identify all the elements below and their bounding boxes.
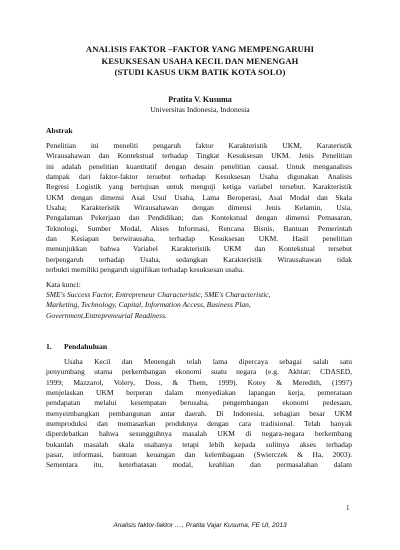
keywords-line: Marketing, Technology, Capital, Information Access, Business Plan, — [46, 300, 251, 310]
intro-line: pasar, informasi, bantuan keuangan dan kelembagaan (Swierczek & Ha, 2003). — [46, 450, 352, 460]
page-number: 1 — [346, 504, 350, 512]
intro-line: bukanlah masalah skala usahanya tetapi lebih kepada sulitnya akses terhadap — [46, 439, 352, 449]
abstract-line: dampak dari faktor-faktor tersebut terhadap Kesuksesan Usaha digunakan Analisis — [46, 172, 352, 182]
abstract-line: Pengalaman Pekerjaan dan Pendidikan; dan Kontekstual dengan dimensi Pemasaran, — [46, 213, 352, 223]
intro-line: memproduksi dan memasarkan produknya dengan cara tradisional. Telah banyak — [46, 419, 352, 429]
abstract-line: menunjukkan bahwa Variabel Karakteristik UKM dan Kontekstual tersebut — [46, 244, 352, 254]
intro-line: 1999; Mazzarol, Volery, Doss, & Them, 1999). Kotey & Meredith, (1997) — [46, 377, 352, 387]
abstract-line: Regresi Logistik yang bertujuan untuk menguji ketiga variabel tersebut. Karakteristik — [46, 182, 352, 192]
keywords-label: Kata kunci: — [46, 280, 81, 289]
section-number: 1. — [46, 342, 52, 351]
section-title: Pendahuluan — [64, 342, 108, 351]
abstract-line: Wirausahawan dan Kontekstual terhadap Tingkat Kesuksesan UKM. Jenis Penelitian — [46, 151, 352, 161]
abstract-line: dan Kesiapan berwirausaha, terhadap Kesuksesan UKM. Hasil penelitian — [46, 234, 352, 244]
keywords-list — [46, 290, 352, 321]
keywords-line: Government,Entrepreneurial Readiness. — [46, 310, 167, 320]
abstract-line: Penelitian ini meneliti pengaruh faktor Karakteristik UKM, Karateristik — [46, 141, 352, 150]
title-line: KESUKSESAN USAHA KECIL DAN MENENGAH — [101, 55, 299, 66]
page-footer: Analisis faktor-faktor ...., Pratita Vajar Kusuma, FE UI, 2013 — [113, 522, 287, 529]
abstract-line: UKM dengan dimensi Asal Usul Usaha, Lama Beroperasi, Asal Modal dan Skala — [46, 192, 352, 202]
intro-line: Sementara itu, keterbatasan modal, keahlian dan permasalahan dalam — [46, 460, 352, 470]
intro-line: penyumbang utama perkembangan ekonomi suatu negara (e.g. Akhtar; CDASED, — [46, 367, 352, 377]
intro-line: diperdebatkan bahwa sesungguhnya masalah UKM di negara-negara berkembang — [46, 429, 352, 439]
intro-line: menyeimbangkan pembangunan antar daerah. Di Indonesia, sebagian besar UKM — [46, 408, 352, 418]
abstract-line: ini adalah penelitian kuantitatif dengan desain penelitian causal. Untuk menganalisis — [46, 161, 352, 171]
section-heading — [46, 342, 107, 352]
keywords-line: SME's Success Factor, Entrepreneur Characteristic, SME's Characteristic, — [46, 290, 271, 299]
abstract-line: Teknologi, Sumber Modal, Akses Informasi, Rencana Bisnis, Bantuan Pemerintah — [46, 223, 352, 233]
abstract-line: terbukti memiliki pengaruh signifikan terhadap kesuksesan usaha. — [46, 265, 245, 275]
introduction-body — [46, 357, 352, 471]
abstract-line: Usaha; Karakteristik Wirausahawan dengan dimensi Jenis Kelamin, Usia, — [46, 203, 352, 213]
title-line: ANALISIS FAKTOR –FAKTOR YANG MEMPENGARUHI — [85, 44, 315, 54]
intro-line: pendapatan melalui kesempatan berusaha, pengembangan ekonomi pedesaan, — [46, 398, 352, 408]
author-affiliation: Universitas Indonesia, Indonesia — [150, 105, 250, 114]
intro-line: menjelaskan UKM berperan dalam menyediakan lapangan kerja, pemerataan — [46, 388, 352, 398]
abstract-line: berpengaruh terhadap Usaha, sedangkan Karakteristik Wirausahawan tidak — [46, 254, 352, 264]
abstract-body — [46, 141, 352, 275]
intro-line: Usaha Kecil dan Menengah telah lama dipercaya sebagai salah satu — [64, 357, 352, 366]
abstract-heading: Abstrak — [46, 126, 73, 135]
title-line: (STUDI KASUS UKM BATIK KOTA SOLO) — [114, 67, 286, 77]
paper-title — [40, 44, 360, 79]
author-name: Pratita V. Kusuma — [168, 95, 232, 104]
